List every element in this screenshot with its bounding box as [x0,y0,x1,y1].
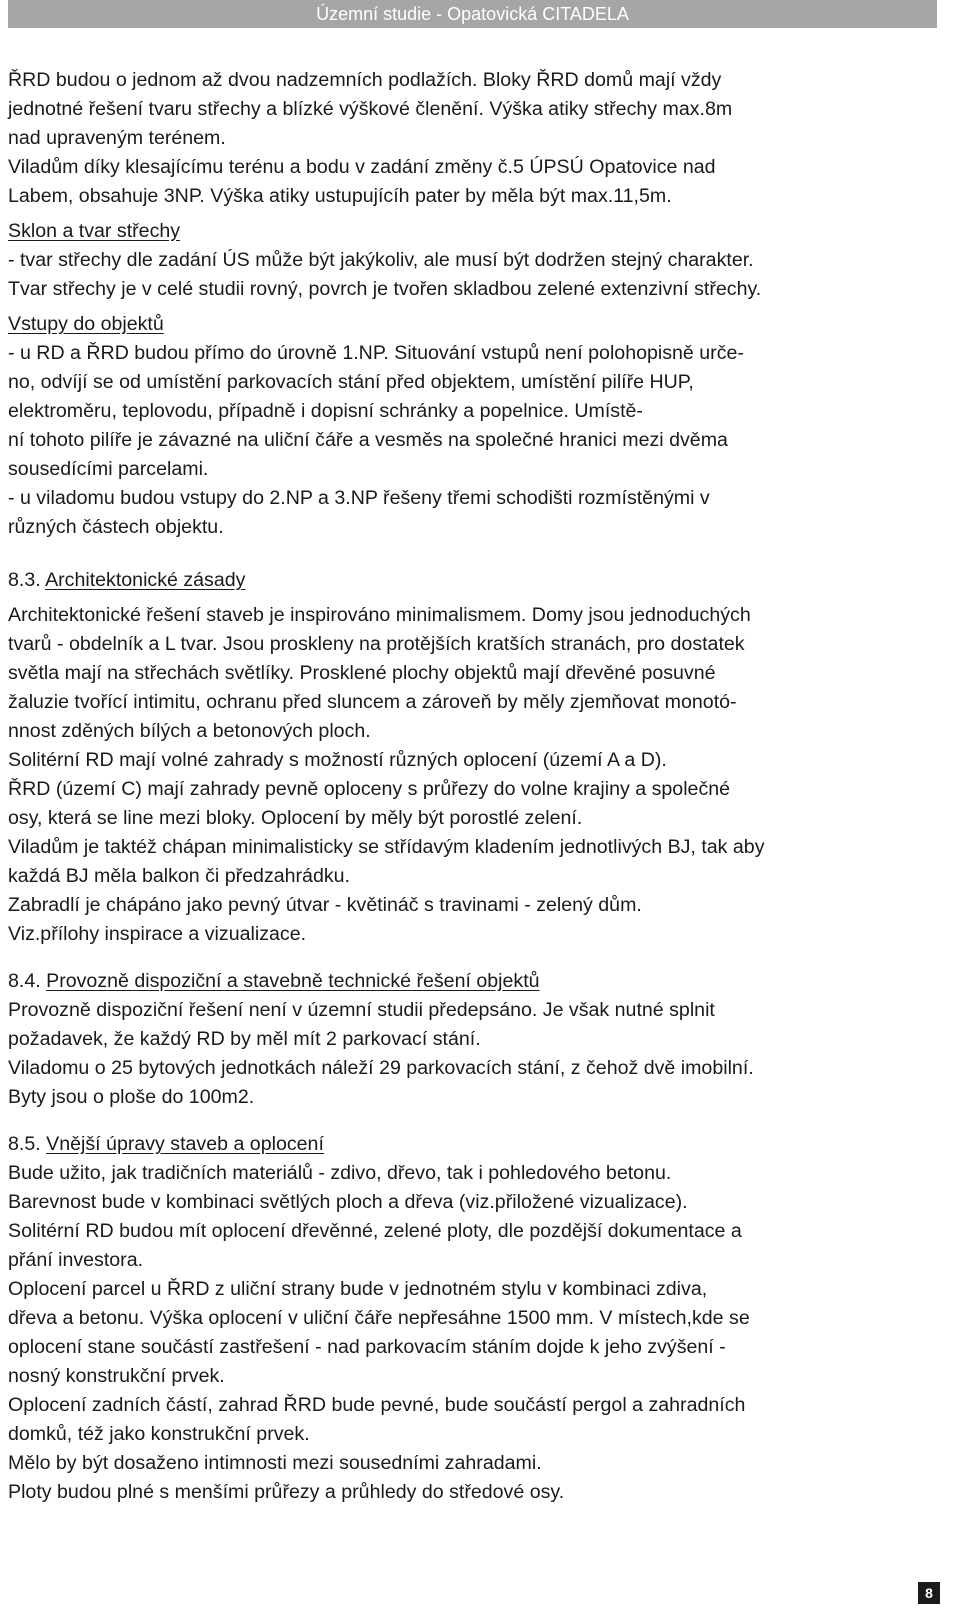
section-8-5-heading [8,1130,943,1159]
text-line: požadavek, že každý RD by měl mít 2 parkovací stání. [8,1028,481,1050]
text-line: Architektonické řešení staveb je inspirováno minimalismem. Domy jsou jednoduchých [8,604,751,626]
text-line: tvarů - obdelník a L tvar. Jsou proskleny na protějších kratších stranách, pro dostatek [8,633,745,655]
text-line: Oplocení zadních částí, zahrad ŘRD bude pevné, bude součástí pergol a zahradních [8,1394,746,1416]
text-line: žaluzie tvořící intimitu, ochranu před sluncem a zároveň by měly zjemňovat monotó- [8,691,737,713]
text-line: elektroměru, teplovodu, případně i dopisní schránky a popelnice. Umístě- [8,400,643,422]
text-line: Viladům je taktéž chápan minimalisticky se střídavým kladením jednotlivých BJ, tak aby [8,836,765,858]
section-8-4-heading [8,967,943,996]
document-body [8,66,943,1507]
text-line: domků, též jako konstrukční prvek. [8,1423,310,1445]
text-line: Bude užito, jak tradičních materiálů - zdivo, dřevo, tak i pohledového betonu. [8,1162,672,1184]
text-line: Viz.přílohy inspirace a vizualizace. [8,923,307,945]
text-line: každá BJ měla balkon či předzahrádku. [8,865,350,887]
page-number-badge [918,1582,940,1604]
text-line: oplocení stane součástí zastřešení - nad parkovacím stáním dojde k jeho zvýšení - [8,1336,726,1358]
text-line: nad upraveným terénem. [8,127,226,149]
text-line: přání investora. [8,1249,144,1271]
entrances-heading: Vstupy do objektů [8,313,164,335]
text-line: Byty jsou o ploše do 100m2. [8,1086,255,1108]
page-number: 8 [925,1585,933,1601]
text-line: nnost zděných bílých a betonových ploch. [8,720,371,742]
text-line: Ploty budou plné s menšími průřezy a průhledy do středové osy. [8,1481,565,1503]
text-line: ŘRD (území C) mají zahrady pevně oploceny s průřezy do volne krajiny a společné [8,778,731,800]
roof-heading: Sklon a tvar střechy [8,220,181,242]
section-number: 8.5. [8,1133,41,1155]
text-line: ŘRD budou o jednom až dvou nadzemních podlažích. Bloky ŘRD domů mají vždy [8,69,722,91]
text-line: no, odvíjí se od umístění parkovacích stání před objektem, umístění pilíře HUP, [8,371,694,393]
text-line: - u RD a ŘRD budou přímo do úrovně 1.NP. Situování vstupů není polohopisně urče- [8,342,744,364]
text-line: Viladomu o 25 bytových jednotkách náleží 29 parkovacích stání, z čehož dvě imobilní. [8,1057,754,1079]
text-line: různých částech objektu. [8,516,224,538]
text-line: Barevnost bude v kombinaci světlých ploch a dřeva (viz.přiložené vizualizace). [8,1191,688,1213]
text-line: osy, která se line mezi bloky. Oplocení by měly být porostlé zelení. [8,807,583,829]
text-line: Solitérní RD mají volné zahrady s možností různých oplocení (území A a D). [8,749,667,771]
text-line: sousedícími parcelami. [8,458,209,480]
section-number: 8.4. [8,970,41,992]
section-number: 8.3. [8,569,41,591]
text-line: Zabradlí je chápáno jako pevný útvar - květináč s travinami - zelený dům. [8,894,642,916]
text-line: Mělo by být dosaženo intimnosti mezi sousedními zahradami. [8,1452,542,1474]
section-title: Architektonické zásady [45,569,246,591]
section-title: Provozně dispoziční a stavebně technické řešení objektů [46,970,540,992]
text-line: Tvar střechy je v celé studii rovný, povrch je tvořen skladbou zelené extenzivní střechy. [8,278,762,300]
section-8-3-heading [8,566,943,595]
text-line: ní tohoto pilíře je závazné na uliční čáře a vesměs na společné hranici mezi dvěma [8,429,728,451]
text-line: - u viladomu budou vstupy do 2.NP a 3.NP řešeny třemi schodišti rozmístěnými v [8,487,710,509]
text-line: Solitérní RD budou mít oplocení dřevěnné, zelené ploty, dle pozdější dokumentace a [8,1220,742,1242]
text-line: jednotné řešení tvaru střechy a blízké výškové členění. Výška atiky střechy max.8m [8,98,733,120]
text-line: Labem, obsahuje 3NP. Výška atiky ustupujícíh pater by měla být max.11,5m. [8,185,672,207]
document-header [8,0,937,28]
text-line: světla mají na střechách světlíky. Prosklené plochy objektů mají dřevěné posuvné [8,662,716,684]
intro-paragraph [8,66,943,211]
text-line: Provozně dispoziční řešení není v územní studii předepsáno. Je však nutné splnit [8,999,715,1021]
text-line: Oplocení parcel u ŘRD z uliční strany bude v jednotném stylu v kombinaci zdiva, [8,1278,708,1300]
text-line: - tvar střechy dle zadání ÚS může být jakýkoliv, ale musí být dodržen stejný charakter. [8,249,754,271]
text-line: dřeva a betonu. Výška oplocení v uliční čáře nepřesáhne 1500 mm. V místech,kde se [8,1307,750,1329]
text-line: nosný konstrukční prvek. [8,1365,225,1387]
section-title: Vnější úpravy staveb a oplocení [46,1133,324,1155]
text-line: Viladům díky klesajícímu terénu a bodu v zadání změny č.5 ÚPSÚ Opatovice nad [8,156,716,178]
header-title: Územní studie - Opatovická CITADELA [316,4,629,24]
